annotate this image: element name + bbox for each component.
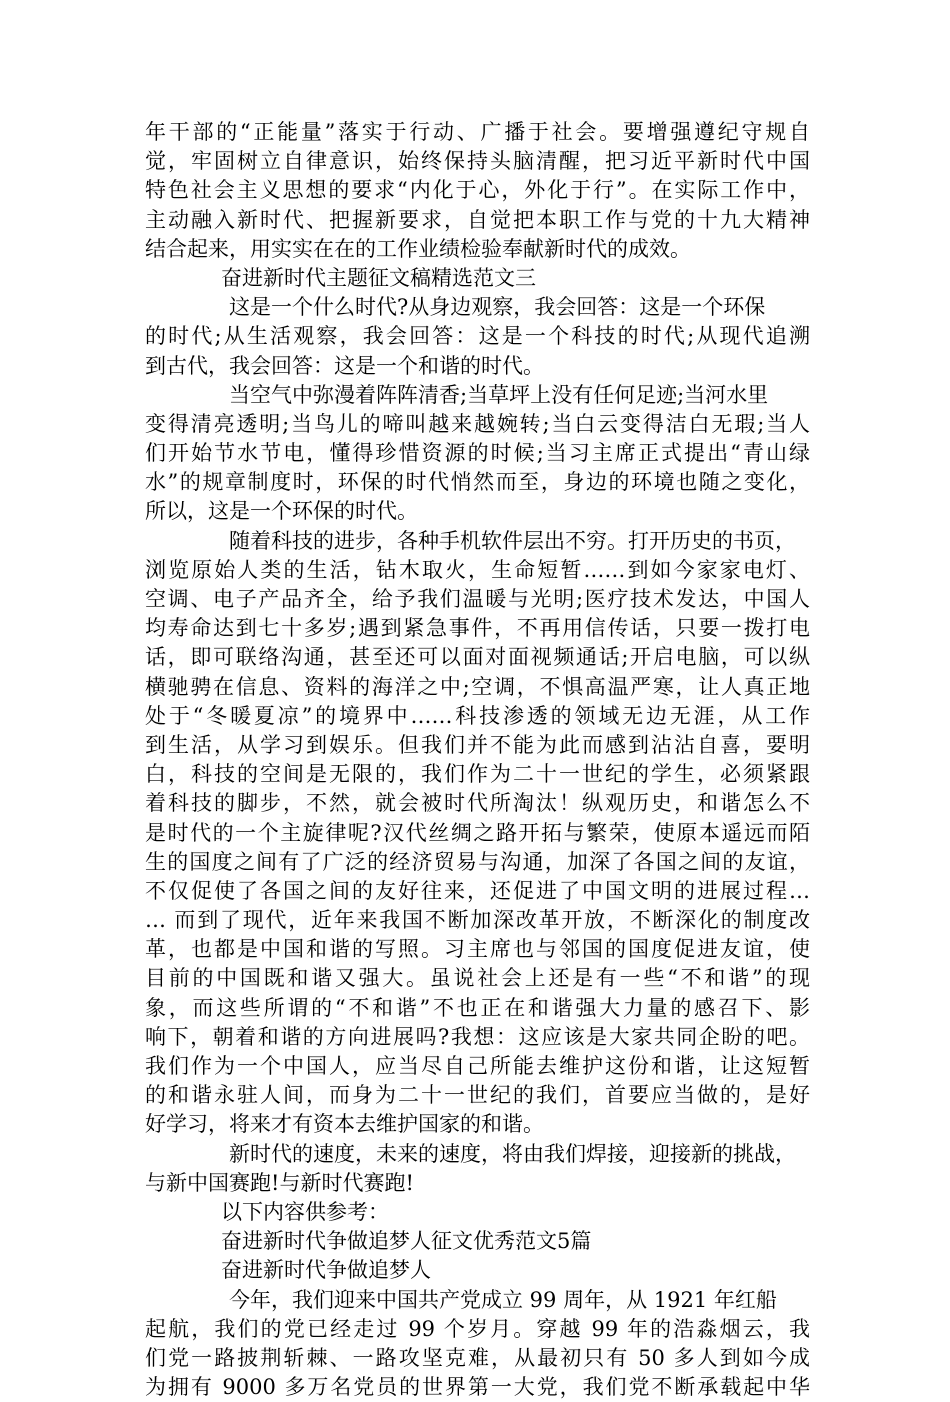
text-line: 年干部的“正能量”落实于行动、广播于社会。要增强遵纪守规自 xyxy=(145,120,810,144)
text-line: 浏览原始人类的生活，钻木取火，生命短暂……到如今家家电灯、 xyxy=(145,557,810,582)
text-line: 生的国度之间有了广泛的经济贸易与沟通，加深了各国之间的友谊， xyxy=(145,849,810,874)
text-line: 随着科技的进步，各种手机软件层出不穷。打开历史的书页， xyxy=(229,528,796,553)
text-line: 为拥有 9000 多万名党员的世界第一大党，我们党不断承载起中华 xyxy=(145,1375,810,1400)
text-line: 与新中国赛跑!与新时代赛跑! xyxy=(145,1170,414,1195)
section-heading: 奋进新时代争做追梦人征文优秀范文5篇 xyxy=(221,1229,592,1254)
text-line: 我们作为一个中国人，应当尽自己所能去维护这份和谐，让这短暂 xyxy=(145,1054,810,1078)
text-line: … 而到了现代，近年来我国不断加深改革开放，不断深化的制度改 xyxy=(145,908,810,933)
text-line: 新时代的速度，未来的速度，将由我们焊接，迎接新的挑战， xyxy=(229,1141,796,1166)
text-line: 主动融入新时代、把握新要求，自觉把本职工作与党的十九大精神 xyxy=(145,207,810,232)
section-heading: 奋进新时代主题征文稿精选范文三 xyxy=(221,265,536,290)
text-line: 空调、电子产品齐全，给予我们温暖与光明;医疗技术发达，中国人 xyxy=(145,587,810,611)
text-line: 变得清亮透明;当鸟儿的啼叫越来越婉转;当白云变得洁白无瑕;当人 xyxy=(145,411,810,436)
text-line: 均寿命达到七十多岁;遇到紧急事件，不再用信传话，只要一拨打电 xyxy=(145,616,810,641)
text-line: 横驰骋在信息、资料的海洋之中;空调，不惧高温严寒，让人真正地 xyxy=(145,674,810,699)
text-line: 是时代的一个主旋律呢?汉代丝绸之路开拓与繁荣，使原本遥远而陌 xyxy=(145,820,810,845)
text-line: 结合起来，用实实在在的工作业绩检验奉献新时代的成效。 xyxy=(145,236,691,261)
text-line: 处于“冬暖夏凉”的境界中……科技渗透的领域无边无涯，从工作 xyxy=(145,703,810,728)
text-line: 象，而这些所谓的“不和谐”不也正在和谐强大力量的感召下、影 xyxy=(145,995,810,1020)
text-line: 好学习，将来才有资本去维护国家的和谐。 xyxy=(145,1112,544,1137)
text-line: 觉，牢固树立自律意识，始终保持头脑清醒，把习近平新时代中国 xyxy=(145,149,810,174)
text-line: 到古代，我会回答：这是一个和谐的时代。 xyxy=(145,353,544,378)
text-line: 话，即可联络沟通，甚至还可以面对面视频通话;开启电脑，可以纵 xyxy=(145,645,810,670)
text-line: 到生活，从学习到娱乐。但我们并不能为此而感到沾沾自喜，要明 xyxy=(145,732,810,757)
text-line: 响下，朝着和谐的方向进展吗?我想：这应该是大家共同企盼的吧。 xyxy=(145,1024,810,1049)
text-line: 目前的中国既和谐又强大。虽说社会上还是有一些“不和谐”的现 xyxy=(145,966,810,991)
text-line: 不仅促使了各国之间的友好往来，还促进了中国文明的进展过程… xyxy=(145,878,810,903)
text-line: 当空气中弥漫着阵阵清香;当草坪上没有任何足迹;当河水里 xyxy=(229,382,769,407)
text-line: 今年，我们迎来中国共产党成立 99 周年，从 1921 年红船 xyxy=(229,1287,777,1312)
text-line: 所以，这是一个环保的时代。 xyxy=(145,499,418,524)
document-body xyxy=(145,118,810,1402)
text-line: 这是一个什么时代?从身边观察，我会回答：这是一个环保 xyxy=(229,295,766,320)
text-line: 革，也都是中国和谐的写照。习主席也与邻国的国度促进友谊，使 xyxy=(145,937,810,962)
text-line: 特色社会主义思想的要求“内化于心，外化于行”。在实际工作中， xyxy=(145,178,810,203)
text-line: 们开始节水节电，懂得珍惜资源的时候;当习主席正式提出“青山绿 xyxy=(145,441,810,466)
text-line: 水”的规章制度时，环保的时代悄然而至，身边的环境也随之变化， xyxy=(145,470,810,495)
text-line: 着科技的脚步，不然，就会被时代所淘汰！纵观历史，和谐怎么不 xyxy=(145,791,810,816)
reference-note: 以下内容供参考： xyxy=(221,1199,389,1224)
section-heading: 奋进新时代争做追梦人 xyxy=(221,1258,431,1283)
text-line: 们党一路披荆斩棘、一路攻坚克难，从最初只有 50 多人到如今成 xyxy=(145,1345,810,1370)
text-line: 的和谐永驻人间，而身为二十一世纪的我们，首要应当做的，是好 xyxy=(145,1083,810,1108)
text-line: 白，科技的空间是无限的，我们作为二十一世纪的学生，必须紧跟 xyxy=(145,762,810,787)
text-line: 起航，我们的党已经走过 99 个岁月。穿越 99 年的浩淼烟云，我 xyxy=(145,1316,810,1341)
text-line: 的时代;从生活观察，我会回答：这是一个科技的时代;从现代追溯 xyxy=(145,324,810,349)
